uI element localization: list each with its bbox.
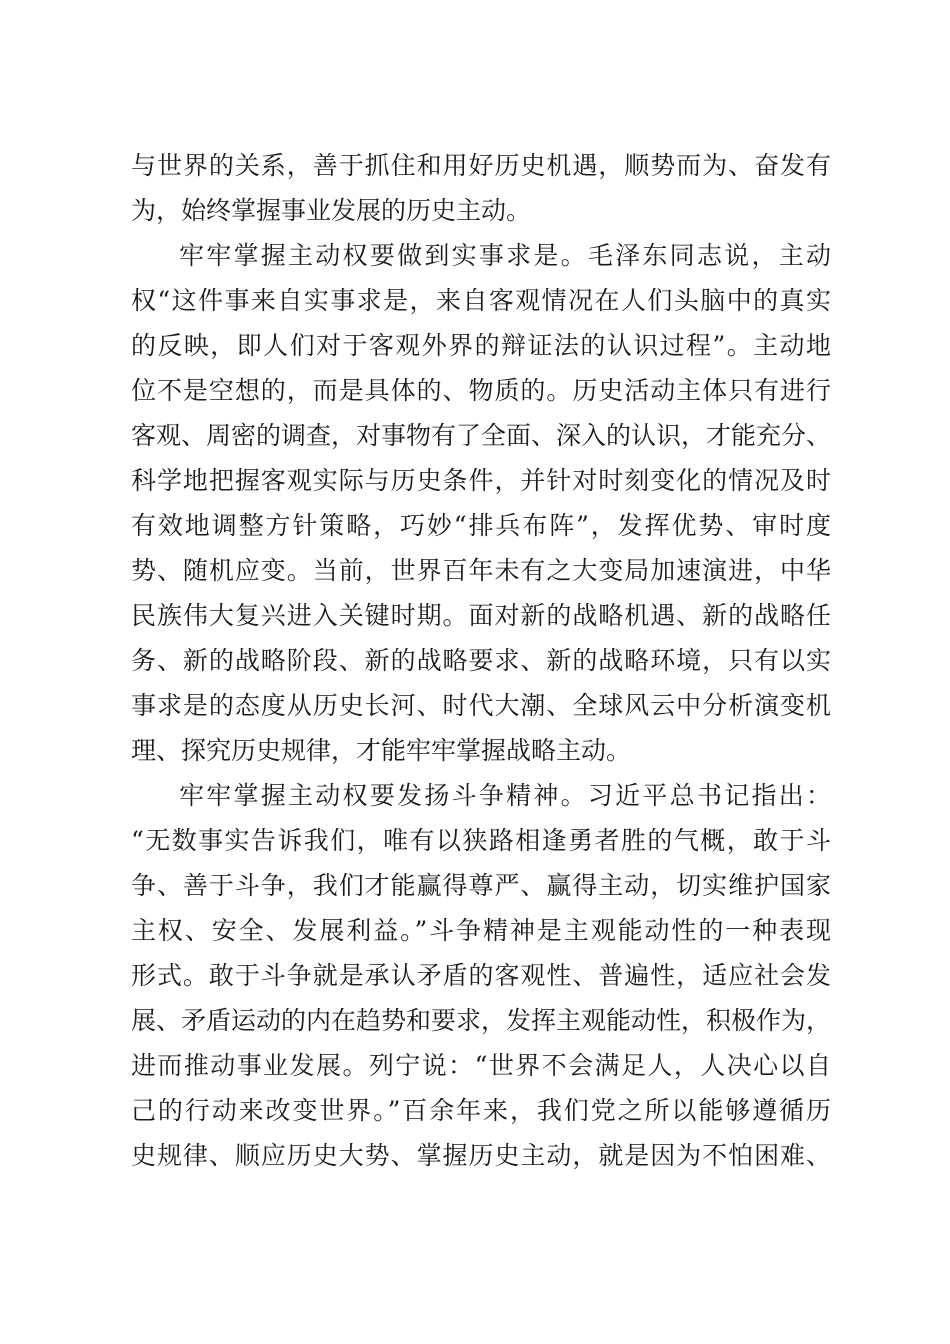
text-line: 民族伟大复兴进入关键时期。面对新的战略机遇、新的战略任: [131, 601, 831, 630]
text-line: 为，始终掌握事业发展的历史主动。: [131, 196, 532, 225]
text-line: 务、新的战略阶段、新的战略要求、新的战略环境，只有以实: [131, 646, 831, 675]
text-line: 形式。敢于斗争就是承认矛盾的客观性、普遍性，适应社会发: [131, 961, 831, 990]
text-line: 与世界的关系，善于抓住和用好历史机遇，顺势而为、奋发有: [131, 151, 831, 180]
text-line: 位不是空想的，而是具体的、物质的。历史活动主体只有进行: [131, 376, 831, 405]
text-line: 势、随机应变。当前，世界百年未有之大变局加速演进，中华: [131, 556, 831, 585]
text-line: 己的行动来改变世界。”百余年来，我们党之所以能够遵循历: [131, 1096, 831, 1125]
text-line: 理、探究历史规律，才能牢牢掌握战略主动。: [131, 736, 632, 765]
text-line: 进而推动事业发展。列宁说：“世界不会满足人，人决心以自: [131, 1051, 831, 1080]
paragraph-start-line: 牢牢掌握主动权要发扬斗争精神。习近平总书记指出：: [179, 781, 831, 810]
paragraph-start-line: 牢牢掌握主动权要做到实事求是。毛泽东同志说，主动: [179, 241, 831, 270]
text-line: 的反映，即人们对于客观外界的辩证法的认识过程”。主动地: [131, 331, 831, 360]
text-line: 事求是的态度从历史长河、时代大潮、全球风云中分析演变机: [131, 691, 831, 720]
text-line: 主权、安全、发展利益。”斗争精神是主观能动性的一种表现: [131, 916, 831, 945]
text-line: 展、矛盾运动的内在趋势和要求，发挥主观能动性，积极作为，: [131, 1006, 832, 1035]
text-line: 有效地调整方针策略，巧妙“排兵布阵”，发挥优势、审时度: [131, 511, 831, 540]
text-line: 客观、周密的调查，对事物有了全面、深入的认识，才能充分、: [131, 421, 832, 450]
text-line: 权“这件事来自实事求是，来自客观情况在人们头脑中的真实: [131, 286, 831, 315]
text-line: 科学地把握客观实际与历史条件，并针对时刻变化的情况及时: [131, 466, 831, 495]
text-line: “无数事实告诉我们，唯有以狭路相逢勇者胜的气概，敢于斗: [131, 826, 831, 855]
body-text: [131, 143, 831, 1178]
text-line: 史规律、顺应历史大势、掌握历史主动，就是因为不怕困难、: [131, 1141, 831, 1170]
text-line: 争、善于斗争，我们才能赢得尊严、赢得主动，切实维护国家: [131, 871, 831, 900]
